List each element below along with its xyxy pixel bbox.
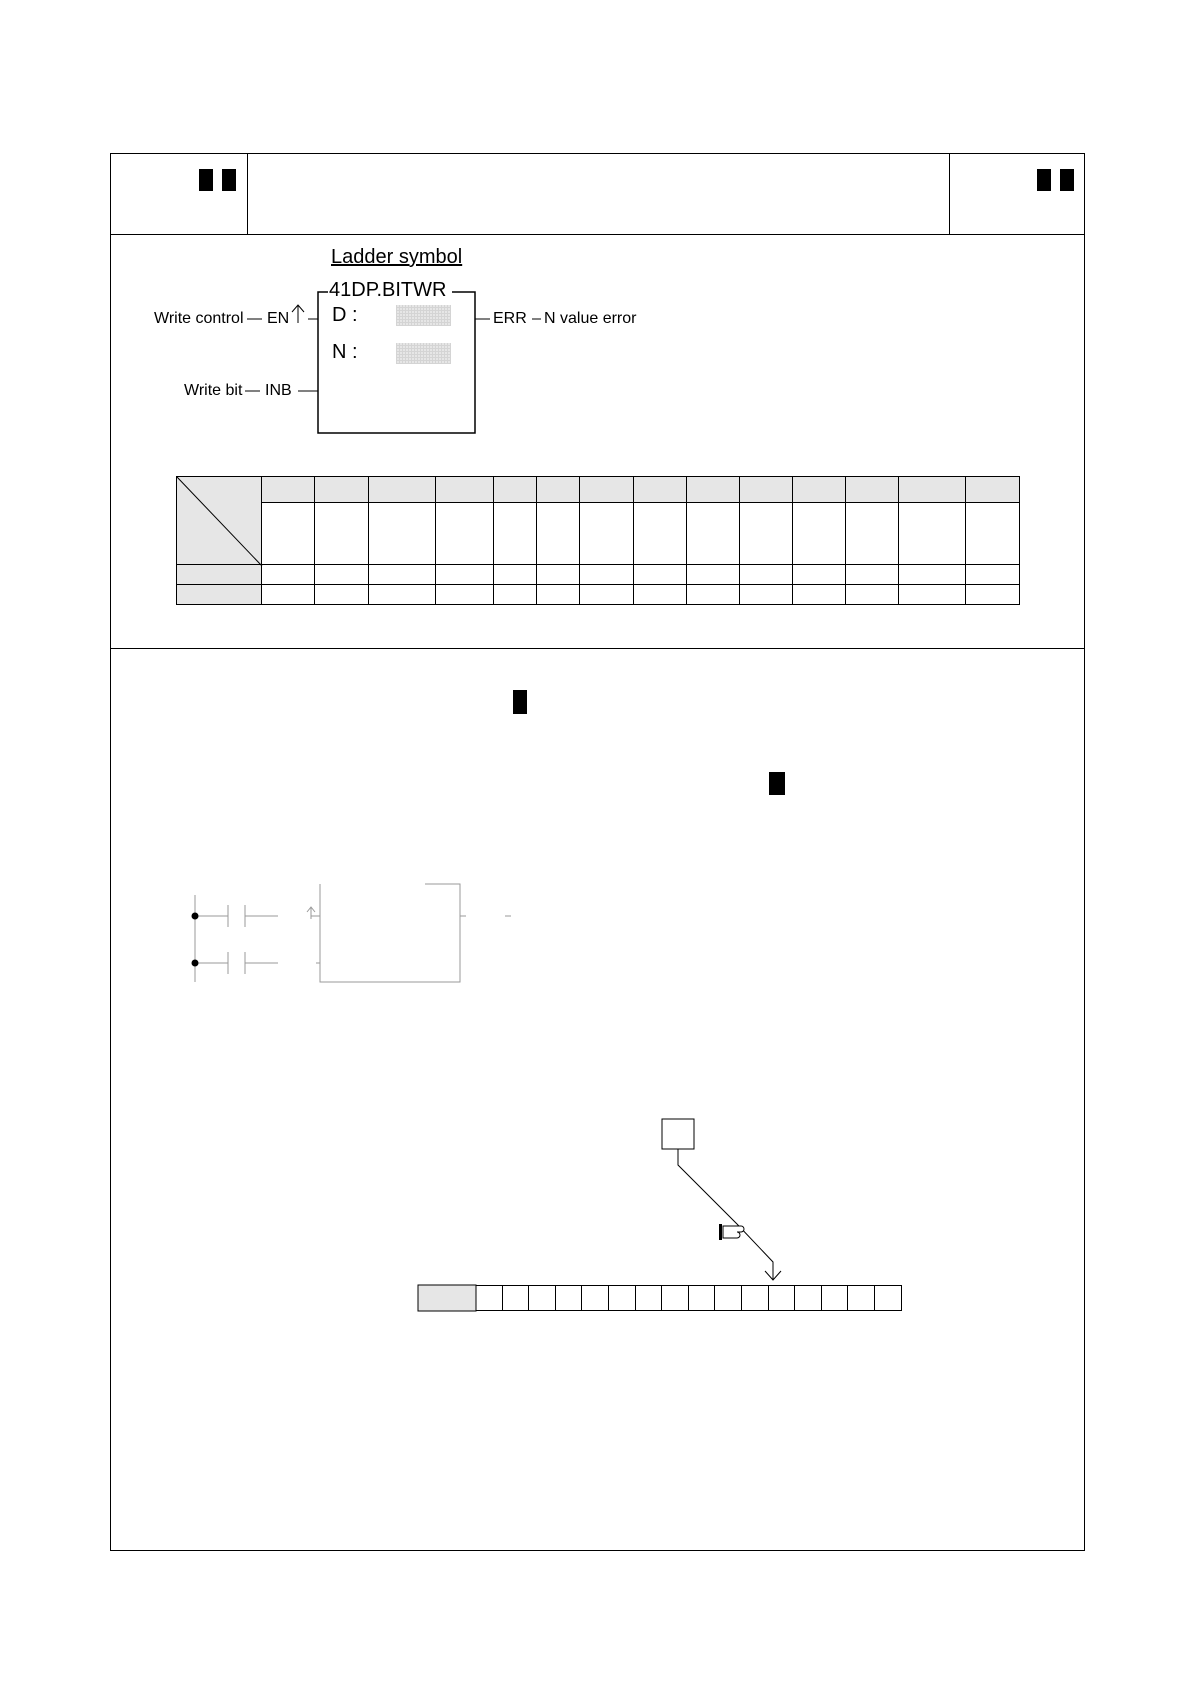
bit-cell (556, 1285, 583, 1311)
bit-cell (795, 1285, 822, 1311)
bit-cell (689, 1285, 716, 1311)
register-bit-cells (476, 1285, 902, 1311)
bit-cell (609, 1285, 636, 1311)
bit-cell (476, 1285, 503, 1311)
bit-cell (769, 1285, 796, 1311)
operand-d-label: D : (332, 304, 358, 326)
bit-cell (529, 1285, 556, 1311)
function-name: 41DP.BITWR (329, 279, 447, 301)
bit-cell (875, 1285, 902, 1311)
en-input-label: Write control (154, 310, 244, 327)
bit-cell (715, 1285, 742, 1311)
bit-cell (848, 1285, 875, 1311)
inb-pin-label: INB (265, 382, 292, 399)
bit-cell (662, 1285, 689, 1311)
bit-cell (582, 1285, 609, 1311)
pointing-hand-icon (719, 1224, 744, 1240)
bit-cell (742, 1285, 769, 1311)
operand-n-label: N : (332, 341, 358, 363)
ladder-symbol-title: Ladder symbol (331, 246, 463, 268)
err-output-label: N value error (544, 310, 637, 327)
err-pin-label: ERR (493, 310, 527, 327)
bit-cell (636, 1285, 663, 1311)
en-pin-label: EN (267, 310, 290, 327)
bit-cell (503, 1285, 530, 1311)
inb-input-label: Write bit (184, 382, 243, 399)
bit-cell (822, 1285, 849, 1311)
